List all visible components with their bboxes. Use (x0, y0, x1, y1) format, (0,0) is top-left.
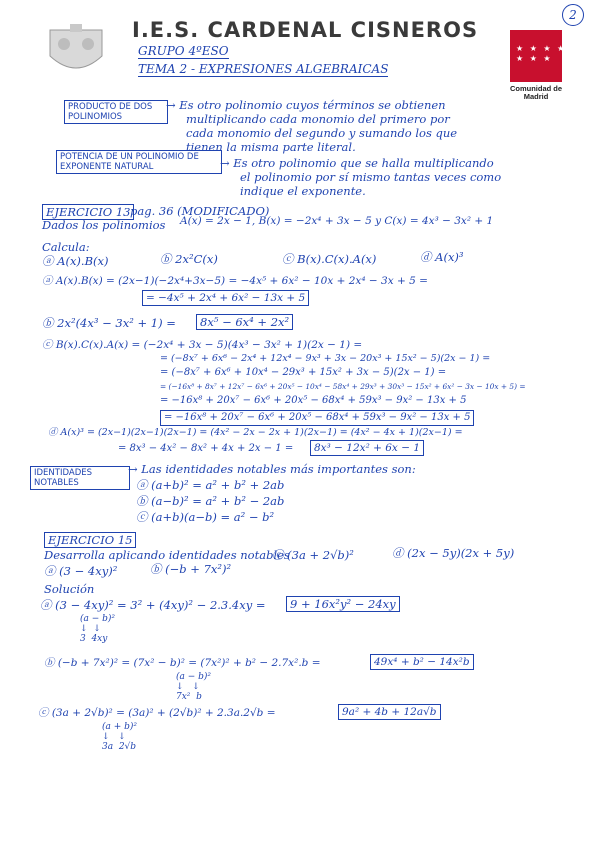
exercise-13-calc-label: Calcula: (42, 240, 90, 254)
identity-item: ⓐ (a+b)² = a² + b² + 2ab (136, 478, 285, 492)
exercise-15-c-line: ⓒ (3a + 2√b)² = (3a)² + (2√b)² + 2.3a.2√b = (38, 707, 276, 719)
comunidad-madrid-logo (506, 30, 566, 104)
exercise-15-instruction: Desarrolla aplicando identidades notables (44, 548, 290, 562)
exercise-13-c-line: = (−16x⁸ + 8x⁷ + 12x⁷ − 6x⁶ + 20x⁵ − 10x⁴ − 58x⁴ + 29x³ + 30x³ − 15x² + 6x² − 3x − 10x + 5) = (160, 382, 526, 391)
definition-line: multiplicando cada monomio del primero por (186, 112, 450, 126)
definition-line: el polinomio por sí mismo tantas veces como (240, 170, 502, 184)
definition-term-power: POTENCIA DE UN POLINOMIO DE EXPONENTE NATURAL (56, 150, 222, 174)
definition-line: → Es otro polinomio que se halla multiplicando (220, 156, 494, 170)
exercise-15-a-result: 9 + 16x²y² − 24xy (286, 596, 400, 612)
definition-term-product: PRODUCTO DE DOS POLINOMIOS (64, 100, 168, 124)
exercise-13-given-prefix: Dados los polinomios (42, 218, 166, 232)
exercise-13-title: EJERCICIO 13 (42, 204, 134, 220)
exercise-13-d-result: 8x³ − 12x² + 6x − 1 (310, 440, 424, 456)
exercise-15-c-note: (a + b)² ↓ ↓ 3a 2√b (102, 722, 138, 752)
definition-line: → Es otro polinomio cuyos términos se obtienen (166, 98, 446, 112)
exercise-13-b-result: 8x⁵ − 6x⁴ + 2x² (196, 314, 293, 330)
exercise-15-a-line: ⓐ (3 − 4xy)² = 3² + (4xy)² − 2.3.4xy = (40, 598, 266, 612)
logo-label: Comunidad de Madrid (509, 84, 563, 101)
exercise-13-b-line: ⓑ 2x²(4x³ − 3x² + 1) = (42, 316, 176, 330)
task-item: ⓑ (−b + 7x²)² (150, 562, 232, 576)
exercise-13-d-line: = 8x³ − 4x² − 8x² + 4x + 2x − 1 = (118, 443, 294, 454)
page-number: 2 (562, 4, 584, 26)
exercise-13-a-result: = −4x⁵ + 2x⁴ + 6x² − 13x + 5 (142, 290, 309, 306)
definition-line: indique el exponente. (240, 184, 366, 198)
school-crest-icon (40, 22, 112, 82)
task-item: ⓓ A(x)³ (420, 250, 464, 264)
exercise-13-ref: pag. 36 (MODIFICADO) (130, 204, 270, 218)
exercise-13-d-line: ⓓ A(x)³ = (2x−1)(2x−1)(2x−1) = (4x² − 2x − 2x + 1)(2x−1) = (4x² − 4x + 1)(2x−1) = (48, 427, 463, 438)
task-item: ⓒ B(x).C(x).A(x) (282, 252, 377, 266)
task-item: ⓑ 2x²C(x) (160, 252, 218, 266)
solution-label: Solución (44, 582, 95, 596)
exercise-15-b-result: 49x⁴ + b² − 14x²b (370, 654, 474, 670)
exercise-15-title: EJERCICIO 15 (44, 532, 136, 548)
school-name: I.E.S. CARDENAL CISNEROS (132, 18, 479, 42)
exercise-13-c-line: = (−8x⁷ + 6x⁶ + 10x⁴ − 29x³ + 15x² + 3x − 5)(2x − 1) = (160, 367, 447, 378)
task-item: ⓐ (3 − 4xy)² (44, 564, 118, 578)
definition-line: tienen la misma parte literal. (186, 140, 356, 154)
definition-line: cada monomio del segundo y sumando los que (186, 126, 458, 140)
exercise-15-a-note: (a − b)² ↓ ↓ 3 4xy (80, 614, 116, 644)
task-item: ⓓ (2x − 5y)(2x + 5y) (392, 546, 515, 560)
exercise-15-b-line: ⓑ (−b + 7x²)² = (7x² − b)² = (7x²)² + b² − 2.7x².b = (44, 657, 321, 669)
exercise-13-c-line: = (−8x⁷ + 6x⁶ − 2x⁴ + 12x⁴ − 9x³ + 3x − 20x³ + 15x² − 5)(2x − 1) = (160, 353, 491, 364)
stars-icon: ★ ★ ★ ★ ★ ★ ★ (516, 44, 567, 63)
exercise-15-c-result: 9a² + 4b + 12a√b (338, 704, 441, 720)
identity-item: ⓑ (a−b)² = a² + b² − 2ab (136, 494, 285, 508)
identities-intro: → Las identidades notables más importantes son: (128, 462, 416, 476)
identities-term: IDENTIDADES NOTABLES (30, 466, 130, 490)
topic-label: TEMA 2 - EXPRESIONES ALGEBRAICAS (138, 62, 389, 76)
exercise-13-given: A(x) = 2x − 1, B(x) = −2x⁴ + 3x − 5 y C(x) = 4x³ − 3x² + 1 (180, 215, 494, 227)
madrid-flag-icon (510, 30, 567, 82)
task-item: ⓒ (3a + 2√b)² (272, 548, 354, 562)
identity-item: ⓒ (a+b)(a−b) = a² − b² (136, 510, 275, 524)
task-item: ⓐ A(x).B(x) (42, 254, 109, 268)
group-label: GRUPO 4ºESO (138, 44, 229, 58)
exercise-13-c-line: ⓒ B(x).C(x).A(x) = (−2x⁴ + 3x − 5)(4x³ − 3x² + 1)(2x − 1) = (42, 339, 363, 351)
exercise-15-b-note: (a − b)² ↓ ↓ 7x² b (176, 672, 212, 702)
exercise-13-c-result: = −16x⁸ + 20x⁷ − 6x⁶ + 20x⁵ − 68x⁴ + 59x³ − 9x² − 13x + 5 (160, 410, 474, 426)
exercise-13-c-line: = −16x⁸ + 20x⁷ − 6x⁶ + 20x⁵ − 68x⁴ + 59x³ − 9x² − 13x + 5 (160, 395, 467, 406)
exercise-13-a-line: ⓐ A(x).B(x) = (2x−1)(−2x⁴+3x−5) = −4x⁵ + 6x² − 10x + 2x⁴ − 3x + 5 = (42, 275, 428, 287)
